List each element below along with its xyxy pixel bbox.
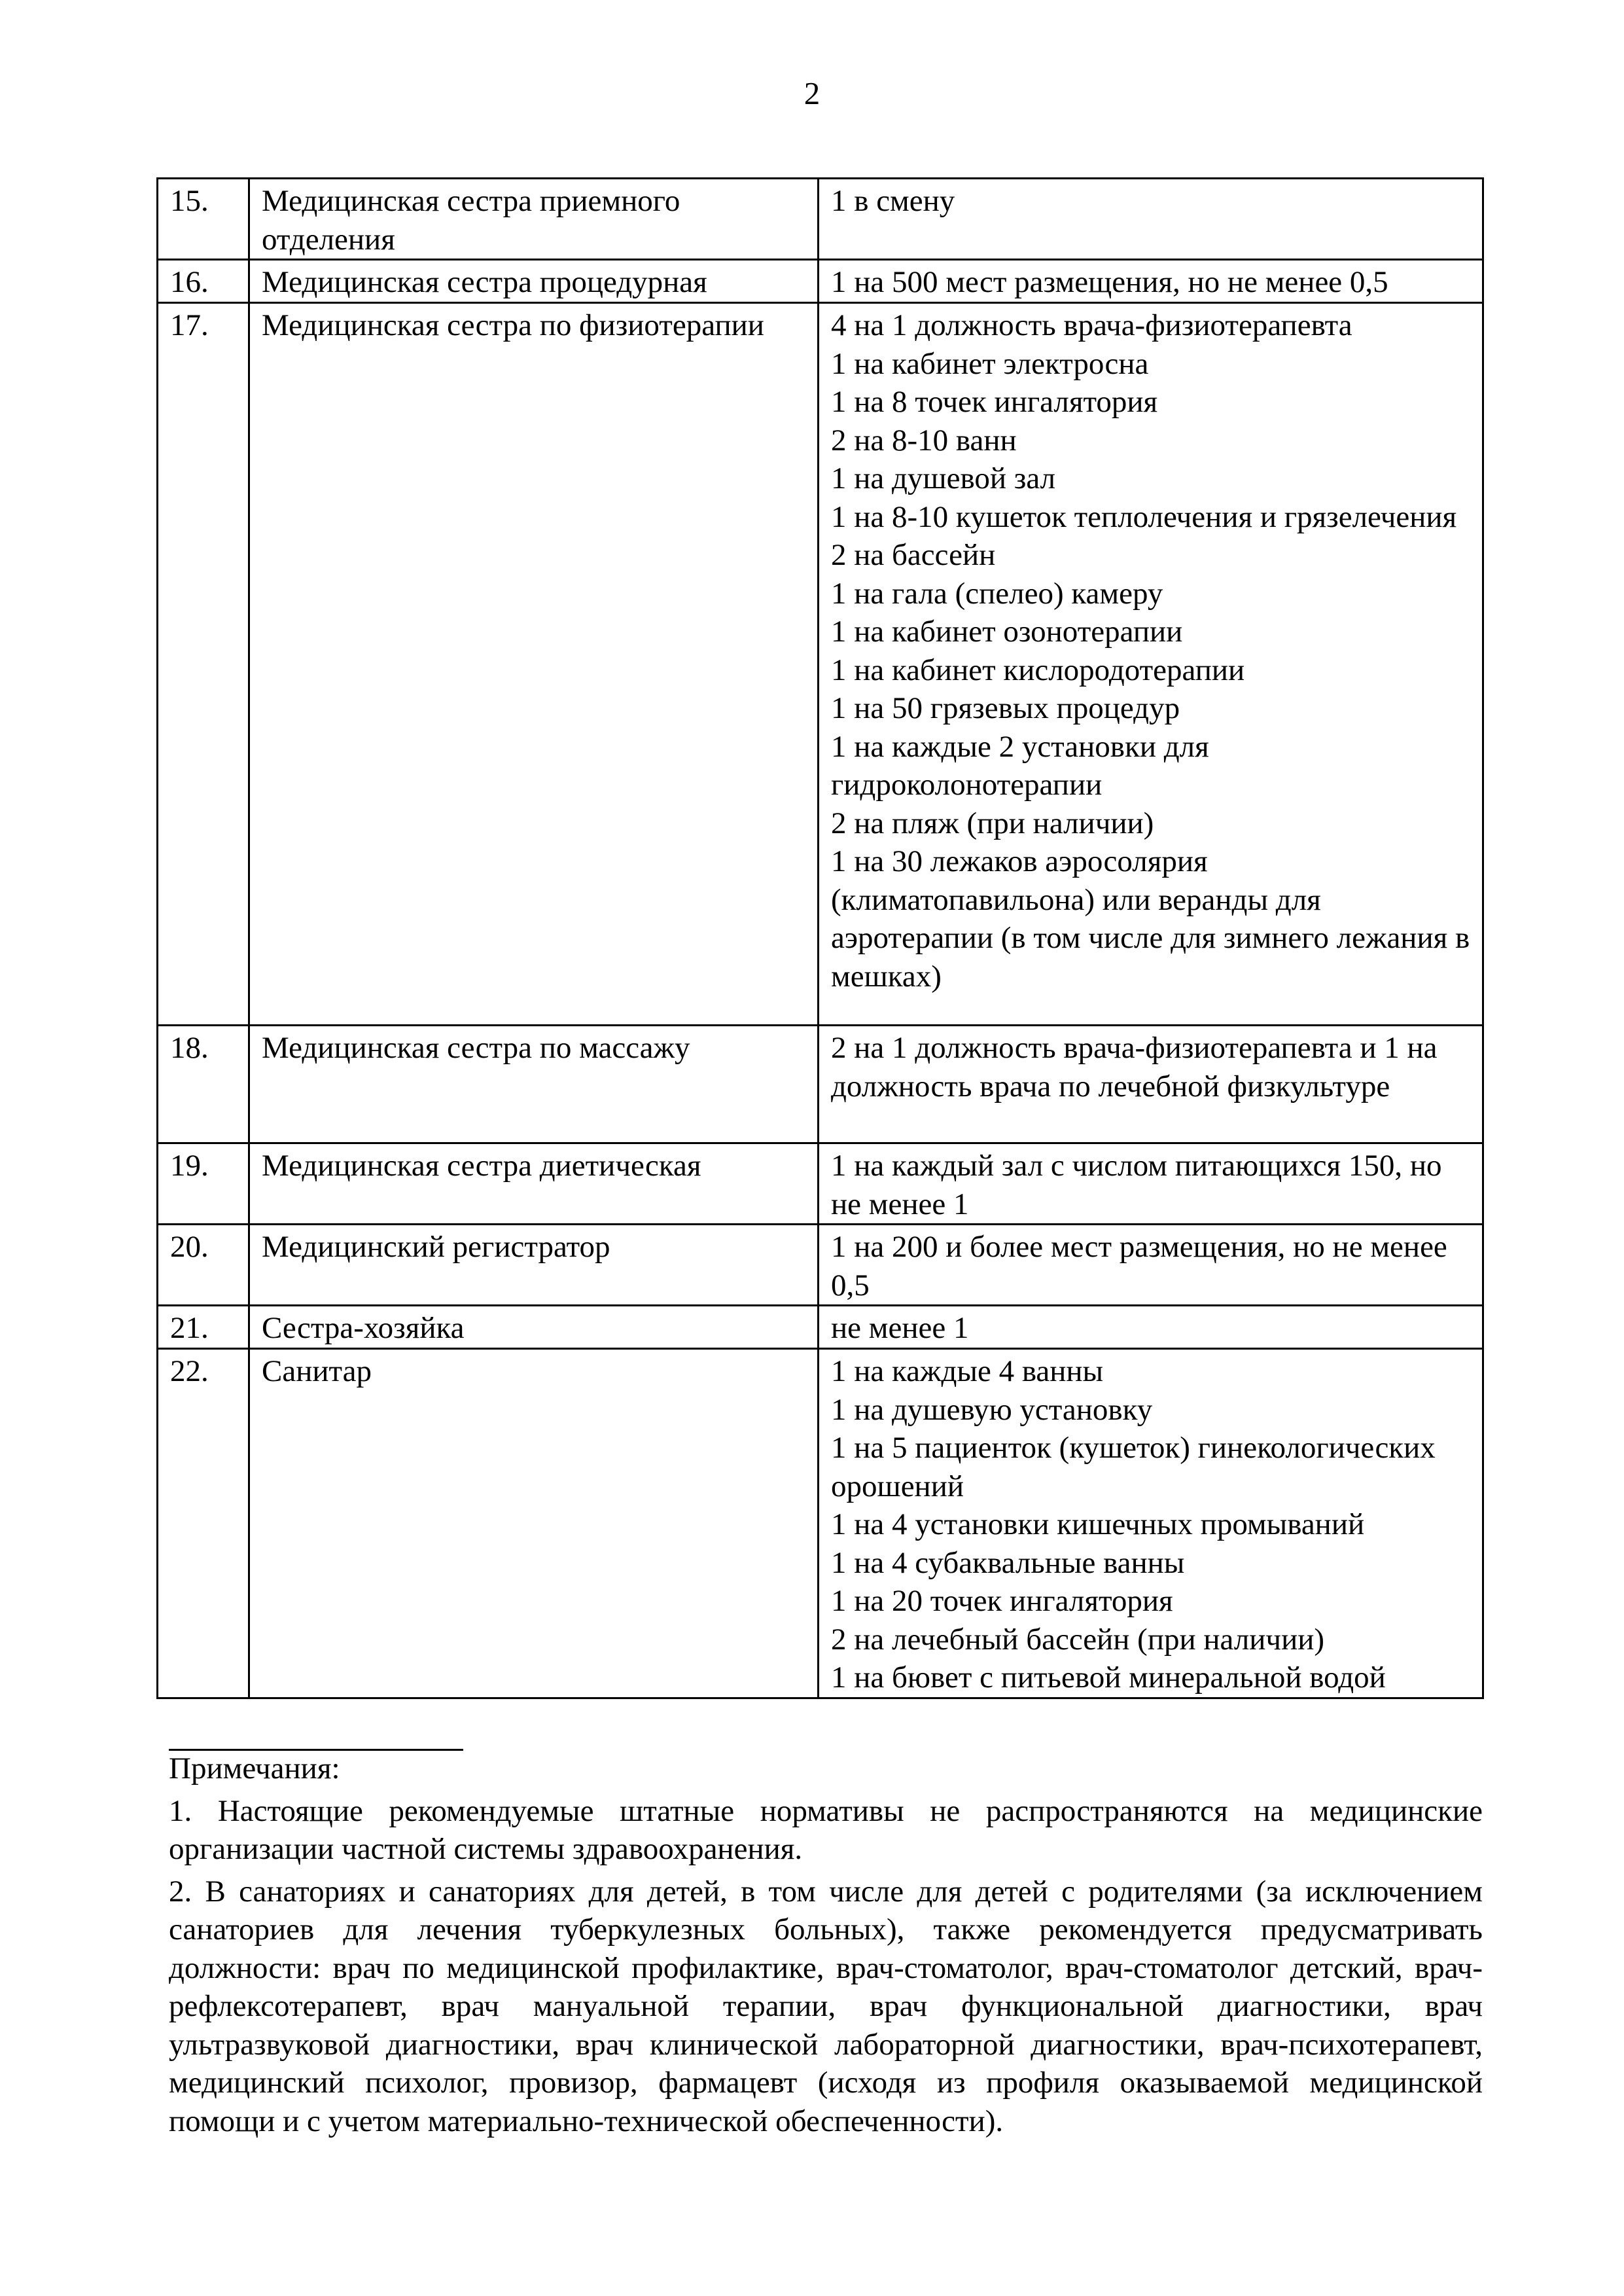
row-number: 20.: [158, 1225, 249, 1306]
staffing-norm: [819, 1349, 1483, 1698]
staffing-table: [156, 177, 1484, 1699]
norm-line: 1 на 50 грязевых процедур: [831, 691, 1180, 725]
table-row: [158, 1225, 1483, 1306]
position-name: Медицинская сестра приемного отделения: [249, 179, 819, 260]
note-item-2: 2. В санаториях и санаториях для детей, в том числе для детей с родителями (за исключением санаториев для лечения туберкулезных больных), также рекомендуется предусматривать должности: врач по медицинской профилактике, врач-стоматолог, врач-стоматолог детский, врач-рефлексотерапевт, врач мануальной терапии, врач функциональной диагностики, врач ультразвуковой диагностики, врач клинической лабораторной диагностики, врач-психотерапевт, медицинский психолог, провизор, фармацевт (исходя из профиля оказываемой медицинской помощи и с учетом материально-технической обеспеченности).: [169, 1874, 1483, 2138]
row-number: 21.: [158, 1306, 249, 1349]
norm-line: 1 на душевую установку: [831, 1392, 1153, 1427]
table-row: [158, 1026, 1483, 1143]
norm-line: 1 на 30 лежаков аэросолярия (климатопавильона) или веранды для аэротерапии (в том числе для зимнего лежания в мешках): [831, 844, 1470, 994]
norm-line: 1 на 8-10 кушеток теплолечения и грязелечения: [831, 499, 1457, 534]
norm-line: 1 на гала (спелео) камеру: [831, 576, 1163, 611]
norm-line: 1 на 500 мест размещения, но не менее 0,5: [831, 265, 1388, 299]
norm-line: 1 на кабинет озонотерапии: [831, 615, 1183, 649]
norm-line: 1 на 8 точек ингалятория: [831, 385, 1158, 419]
table-row: [158, 1306, 1483, 1349]
norm-line: 2 на пляж (при наличии): [831, 806, 1154, 840]
position-name: Медицинская сестра по физиотерапии: [249, 303, 819, 1026]
row-number: 17.: [158, 303, 249, 1026]
staffing-norm: [819, 1026, 1483, 1143]
position-name: Сестра-хозяйка: [249, 1306, 819, 1349]
table-row: [158, 1143, 1483, 1225]
norm-line: 1 на каждые 4 ванны: [831, 1354, 1104, 1388]
norm-line: 1 на 200 и более мест размещения, но не менее 0,5: [831, 1230, 1447, 1302]
norm-line: 1 на 20 точек ингалятория: [831, 1584, 1173, 1618]
norm-line: 2 на лечебный бассейн (при наличии): [831, 1622, 1325, 1657]
norm-line: 1 на душевой зал: [831, 461, 1056, 495]
table-row: [158, 260, 1483, 303]
position-name: Санитар: [249, 1349, 819, 1698]
table-row: [158, 179, 1483, 260]
norm-line: 1 на кабинет кислородотерапии: [831, 653, 1245, 687]
norm-line: 1 на каждые 2 установки для гидроколонотерапии: [831, 729, 1209, 802]
page-number: 2: [803, 75, 821, 111]
position-name: Медицинская сестра процедурная: [249, 260, 819, 303]
table-row: [158, 303, 1483, 1026]
row-number: 19.: [158, 1143, 249, 1225]
note-item-1: 1. Настоящие рекомендуемые штатные нормативы не распространяются на медицинские организации частной системы здравоохранения.: [169, 1793, 1483, 1866]
norm-line: 1 в смену: [831, 184, 955, 218]
norm-line: 1 на бювет с питьевой минеральной водой: [831, 1660, 1386, 1695]
position-name: Медицинская сестра по массажу: [249, 1026, 819, 1143]
norm-line: 2 на 8-10 ванн: [831, 423, 1017, 457]
staffing-norm: [819, 1306, 1483, 1349]
norm-line: 1 на 5 пациенток (кушеток) гинекологических орошений: [831, 1431, 1436, 1503]
staffing-norm: [819, 179, 1483, 260]
staffing-table-body: [158, 179, 1483, 1698]
norm-line: 2 на 1 должность врача-физиотерапевта и 1 на должность врача по лечебной физкультуре: [831, 1031, 1438, 1103]
norm-line: 1 на кабинет электросна: [831, 346, 1149, 381]
staffing-norm: [819, 303, 1483, 1026]
staffing-norm: [819, 1143, 1483, 1225]
position-name: Медицинская сестра диетическая: [249, 1143, 819, 1225]
row-number: 22.: [158, 1349, 249, 1698]
staffing-norm: [819, 1225, 1483, 1306]
row-number: 15.: [158, 179, 249, 260]
norm-line: 2 на бассейн: [831, 538, 996, 572]
table-row: [158, 1349, 1483, 1698]
norm-line: 1 на 4 установки кишечных промываний: [831, 1507, 1365, 1541]
row-number: 18.: [158, 1026, 249, 1143]
notes-section: [169, 1749, 1483, 2140]
notes-title: Примечания:: [169, 1751, 340, 1785]
position-name: Медицинский регистратор: [249, 1225, 819, 1306]
norm-line: 1 на каждый зал с числом питающихся 150, но не менее 1: [831, 1149, 1442, 1221]
norm-line: 4 на 1 должность врача-физиотерапевта: [831, 308, 1352, 342]
norm-line: 1 на 4 субаквальные ванны: [831, 1545, 1185, 1580]
staffing-norm: [819, 260, 1483, 303]
norm-line: не менее 1: [831, 1311, 969, 1345]
row-number: 16.: [158, 260, 249, 303]
